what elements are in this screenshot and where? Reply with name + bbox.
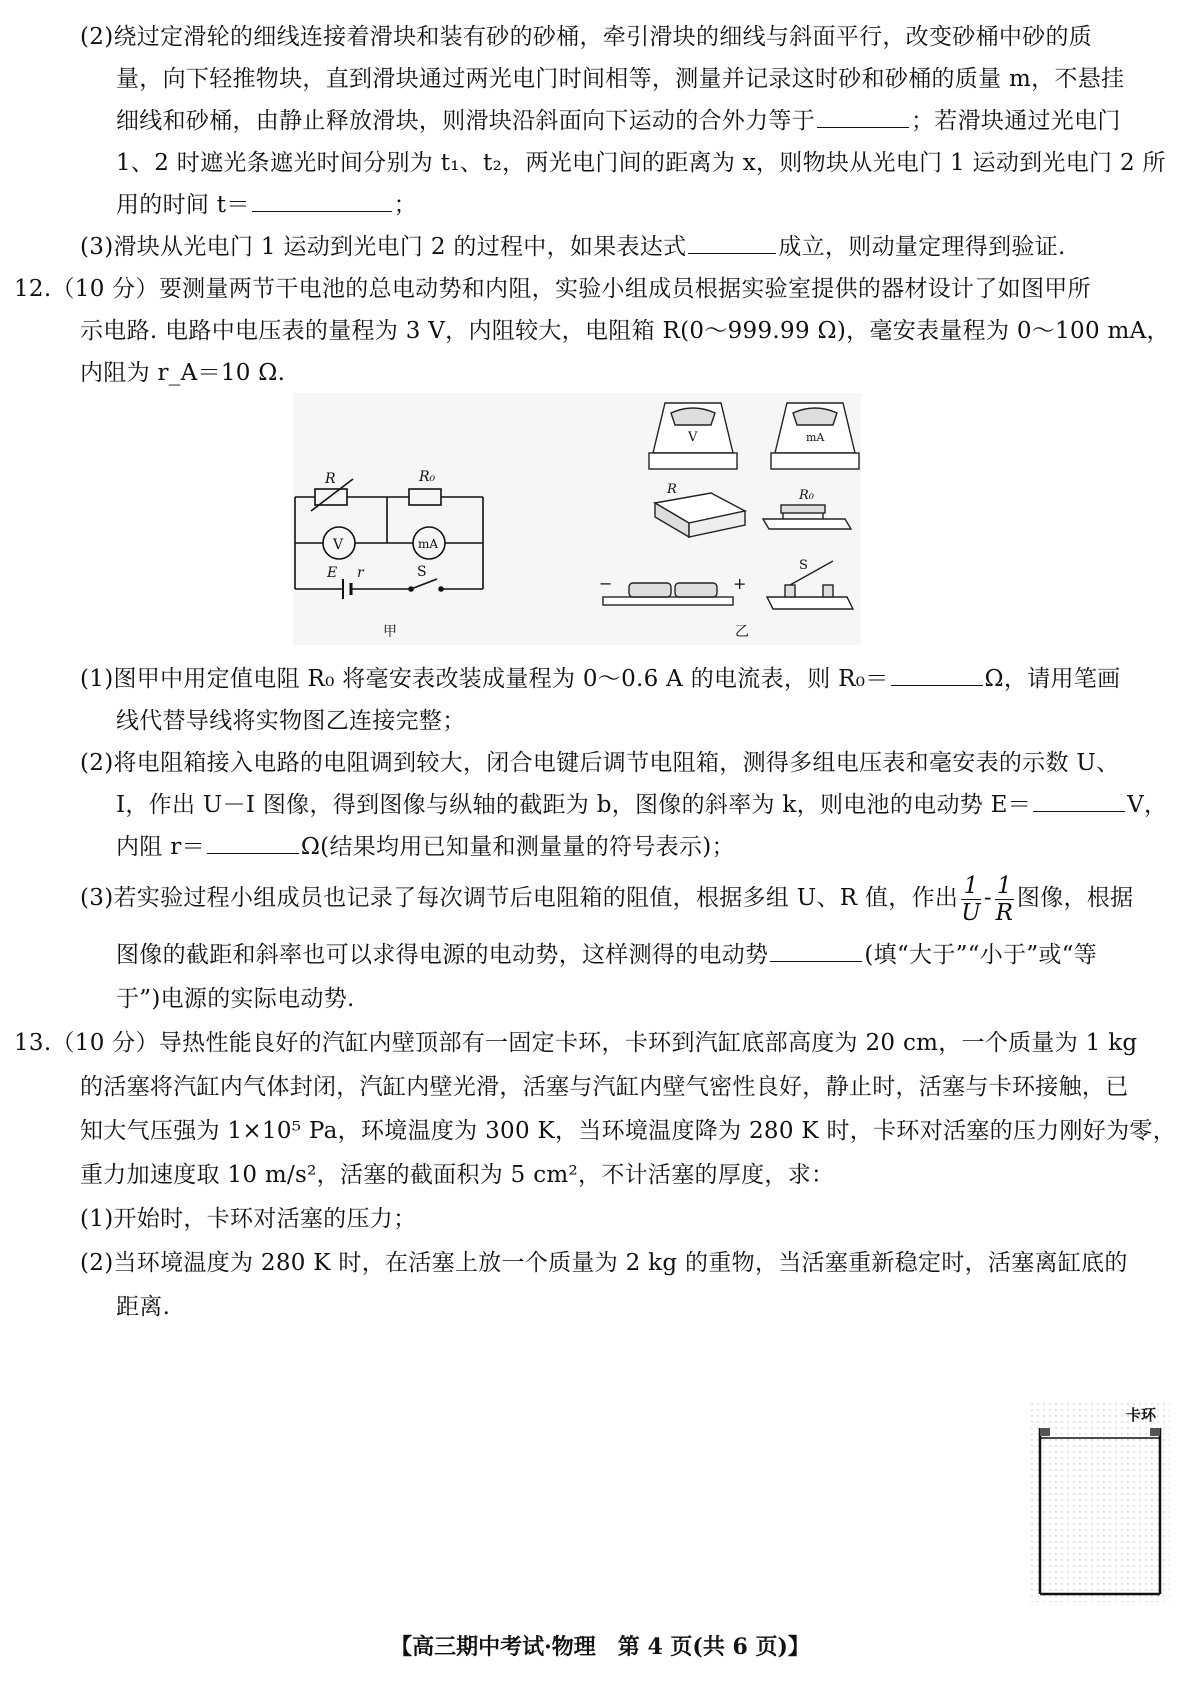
q12-p1-line2: 线代替导线将实物图乙连接完整； xyxy=(116,708,466,734)
answer-blank[interactable] xyxy=(891,667,983,686)
frac-den: U xyxy=(961,899,981,926)
q12-p2-line2-tail: V， xyxy=(1127,792,1168,818)
label-R: R xyxy=(325,471,336,487)
device-mA-label: mA xyxy=(806,431,825,444)
device-V-label: V xyxy=(688,430,698,445)
answer-blank[interactable] xyxy=(252,193,392,212)
q13-line4: 重力加速度取 10 m/s²，活塞的截面积为 5 cm²，不计活塞的厚度，求： xyxy=(80,1162,835,1188)
q11-p2-line4: 1、2 时遮光条遮光时间分别为 t₁、t₂，两光电门间的距离为 x，则物块从光电门 1 运动到光电门 2 所 xyxy=(116,150,1166,176)
cylinder-figure xyxy=(1030,1402,1170,1606)
battery-plus: + xyxy=(733,574,747,593)
q12-p2-line1: (2)将电阻箱接入电路的电阻调到较大，闭合电键后调节电阻箱，测得多组电压表和毫安表的示数 U、 xyxy=(80,750,1120,776)
q12-p3-line2-tail: (填“大于”“小于”或“等 xyxy=(864,942,1098,968)
q11-p2-line3 xyxy=(116,102,1121,135)
answer-blank[interactable] xyxy=(770,943,862,962)
device-R-label: R xyxy=(667,482,677,497)
q12-p3-line1-text: (3)若实验过程小组成员也记录了每次调节后电阻箱的阻值，根据多组 U、R 值，作出 xyxy=(80,885,959,911)
circuit-figure xyxy=(293,393,861,649)
q13-line2: 的活塞将汽缸内气体封闭，汽缸内壁光滑，活塞与汽缸内壁气密性良好，静止时，活塞与卡环接触，已 xyxy=(80,1074,1129,1100)
q13-line3: 知大气压强为 1×10⁵ Pa，环境温度为 300 K，当环境温度降为 280 K 时，卡环对活塞的压力刚好为零， xyxy=(80,1118,1176,1144)
q11-p2-line5-text: 用的时间 t＝ xyxy=(116,192,250,218)
q11-p2-line5-tail: ； xyxy=(393,192,417,218)
label-mA: mA xyxy=(418,537,439,551)
q13-p2-line1: (2)当环境温度为 280 K 时，在活塞上放一个质量为 2 kg 的重物，当活塞重新稳定时，活塞离缸底的 xyxy=(80,1250,1128,1276)
q11-p2-line1: (2)绕过定滑轮的细线连接着滑块和装有砂的砂桶，牵引滑块的细线与斜面平行，改变砂桶中砂的质 xyxy=(80,24,1093,50)
device-R0-label: R₀ xyxy=(799,488,814,503)
q12-p1-text: (1)图甲中用定值电阻 R₀ 将毫安表改装成量程为 0～0.6 A 的电流表，则 R₀＝ xyxy=(80,666,889,692)
fraction-1-over-R xyxy=(995,873,1014,926)
page-footer: 【高三期中考试·物理 第 4 页(共 6 页)】 xyxy=(390,1634,810,1660)
q13-line1: 13.（10 分）导热性能良好的汽缸内壁顶部有一固定卡环，卡环到汽缸底部高度为 20 cm，一个质量为 1 kg xyxy=(14,1030,1138,1056)
q12-p2-line2-text: I，作出 U－I 图像，得到图像与纵轴的截距为 b，图像的斜率为 k，则电池的电动势 E＝ xyxy=(116,792,1032,818)
caption-yi: 乙 xyxy=(735,624,749,640)
answer-blank[interactable] xyxy=(817,109,909,128)
answer-blank[interactable] xyxy=(207,835,299,854)
retaining-ring-label: 卡环 xyxy=(1126,1406,1157,1424)
q13-p2-line2: 距离. xyxy=(116,1294,171,1320)
q12-p3-line1-tail: 图像，根据 xyxy=(1016,885,1134,911)
answer-blank[interactable] xyxy=(1033,793,1125,812)
q12-p1-tail: Ω，请用笔画 xyxy=(984,666,1121,692)
label-R0: R₀ xyxy=(419,469,436,485)
q11-p2-line2: 量，向下轻推物块，直到滑块通过两光电门时间相等，测量并记录这时砂和砂桶的质量 m，不悬挂 xyxy=(116,66,1125,92)
label-E: E xyxy=(327,565,338,581)
device-S-label: S xyxy=(799,558,808,573)
q11-p2-line3-text: 细线和砂桶，由静止释放滑块，则滑块沿斜面向下运动的合外力等于 xyxy=(116,108,815,134)
frac-den: R xyxy=(995,899,1014,926)
q12-p3-line2 xyxy=(116,936,1097,969)
frac-dash: - xyxy=(983,885,992,911)
q12-p3-line1 xyxy=(80,872,1133,928)
q12-p2-line2 xyxy=(116,786,1167,819)
q12-p3-line3: 于”)电源的实际电动势. xyxy=(116,986,355,1012)
q12-p2-line3-tail: Ω(结果均用已知量和测量量的符号表示)； xyxy=(300,834,735,860)
answer-blank[interactable] xyxy=(688,235,776,254)
q12-p2-line3 xyxy=(116,828,735,861)
q11-p3-text: (3)滑块从光电门 1 运动到光电门 2 的过程中，如果表达式 xyxy=(80,234,687,260)
frac-num: 1 xyxy=(961,873,981,900)
q12-line2: 示电路. 电路中电压表的量程为 3 V，内阻较大，电阻箱 R(0～999.99 Ω)，毫安表量程为 0～100 mA， xyxy=(80,318,1170,344)
label-r: r xyxy=(357,565,364,581)
retaining-ring-left xyxy=(1040,1428,1050,1436)
q11-p3-tail: 成立，则动量定理得到验证. xyxy=(778,234,1066,260)
label-S: S xyxy=(417,564,427,580)
q11-p2-line5 xyxy=(116,186,417,219)
q12-line3: 内阻为 r_A＝10 Ω. xyxy=(80,360,286,386)
retaining-ring-right xyxy=(1150,1428,1160,1436)
q11-p3 xyxy=(80,228,1066,261)
q13-p1: (1)开始时，卡环对活塞的压力； xyxy=(80,1206,417,1232)
caption-jia: 甲 xyxy=(383,624,397,640)
frac-num: 1 xyxy=(996,872,1012,899)
q12-p2-line3-text: 内阻 r＝ xyxy=(116,834,205,860)
fraction-1-over-U xyxy=(961,873,981,926)
q11-p2-line3-tail: ；若滑块通过光电门 xyxy=(911,108,1121,134)
q12-p3-line2-text: 图像的截距和斜率也可以求得电源的电动势，这样测得的电动势 xyxy=(116,942,769,968)
label-V: V xyxy=(333,537,344,553)
q12-p1-line1 xyxy=(80,660,1120,693)
q12-line1: 12.（10 分）要测量两节干电池的总电动势和内阻，实验小组成员根据实验室提供的器材设计了如图甲所 xyxy=(14,276,1091,302)
battery-minus: − xyxy=(599,574,613,593)
